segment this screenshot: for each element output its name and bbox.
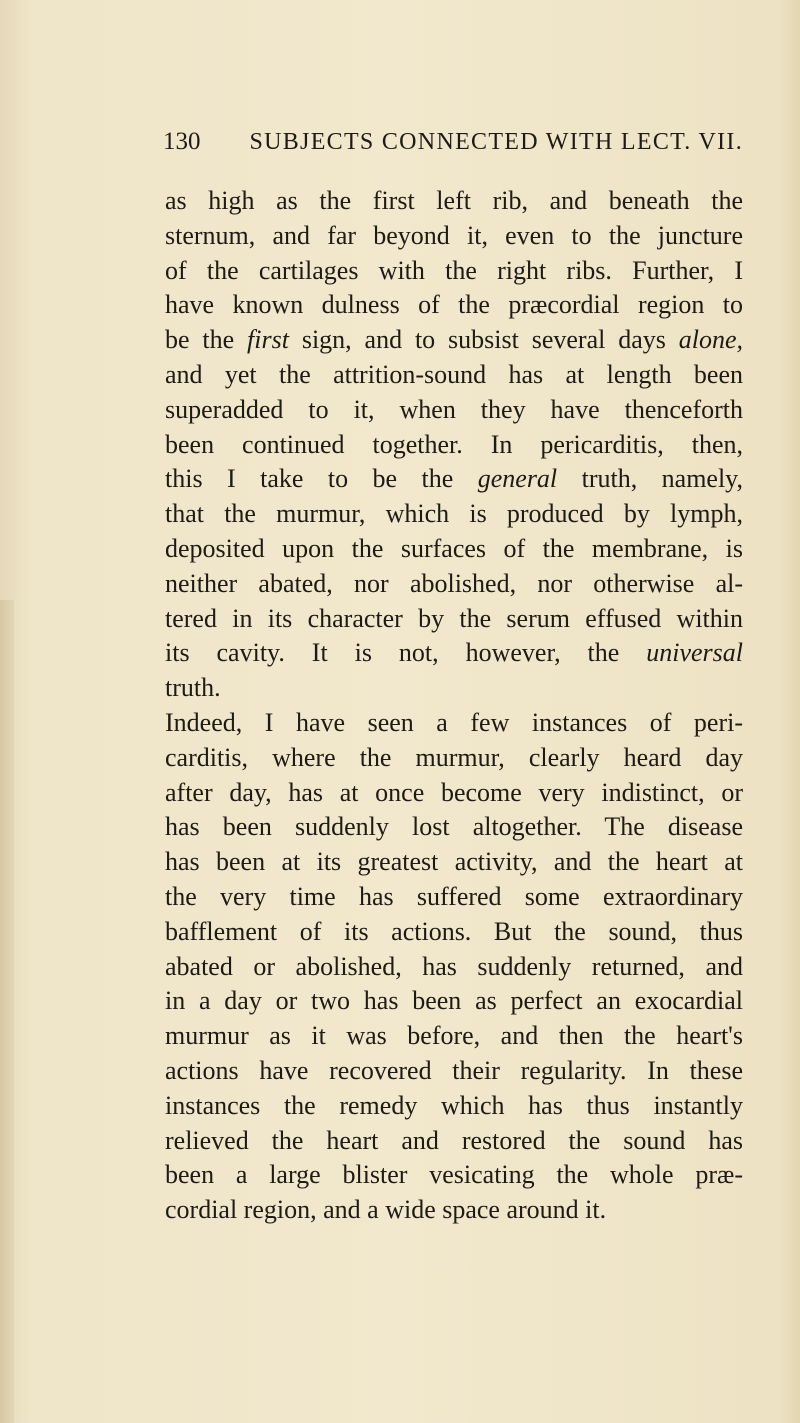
italic-run: general [477, 464, 558, 494]
page-number: 130 [163, 128, 201, 155]
text-run: neither abated, nor abolished, nor otherwise al- [165, 568, 743, 598]
text-line [165, 950, 743, 985]
text-run: actions have recovered their regularity. In these [165, 1055, 743, 1085]
text-run: be the [165, 325, 248, 355]
text-run: bafflement of its actions. But the sound, thus [165, 916, 743, 946]
text-run: abated or abolished, has suddenly returned, and [165, 951, 743, 981]
text-run: carditis, where the murmur, clearly heard day [165, 742, 743, 772]
text-run: the very time has suffered some extraordinary [165, 881, 743, 911]
text-line [165, 741, 743, 776]
text-line [165, 810, 743, 845]
text-line [165, 184, 743, 219]
text-line [165, 984, 743, 1019]
text-run: this I take to be the [165, 464, 478, 494]
text-run: after day, has at once become very indistinct, or [165, 777, 743, 807]
text-line [165, 880, 743, 915]
italic-run: universal [646, 638, 743, 668]
text-run: murmur as it was before, and then the heart's [165, 1021, 743, 1051]
text-run: sign, and to subsist several days [288, 325, 679, 355]
text-line [165, 706, 743, 741]
text-line [165, 462, 743, 497]
running-head-title: SUBJECTS CONNECTED WITH LECT. VII. [249, 129, 743, 155]
text-line [165, 1089, 743, 1124]
text-run: been continued together. In pericarditis, then, [165, 429, 743, 459]
text-run: its cavity. It is not, however, the [165, 638, 647, 668]
text-run: as high as the first left rib, and beneath the [165, 186, 743, 215]
text-line [165, 393, 743, 428]
text-line [165, 845, 743, 880]
text-line [165, 323, 743, 358]
page-gutter-shadow [0, 600, 14, 1423]
text-line [165, 1193, 743, 1228]
text-line [165, 358, 743, 393]
text-run: deposited upon the surfaces of the membrane, is [165, 533, 743, 563]
text-run: cordial region, and a wide space around it. [165, 1195, 607, 1225]
text-line [165, 1054, 743, 1089]
text-line [165, 532, 743, 567]
text-run: superadded to it, when they have thenceforth [165, 394, 743, 424]
text-line [165, 671, 743, 706]
text-run: has been at its greatest activity, and the heart at [165, 847, 743, 877]
text-line [165, 497, 743, 532]
text-line [165, 776, 743, 811]
text-run: truth. [165, 673, 221, 703]
text-run: Indeed, I have seen a few instances of peri- [165, 707, 743, 737]
text-line [165, 1019, 743, 1054]
text-run: tered in its character by the serum effused within [165, 603, 743, 633]
text-run: sternum, and far beyond it, even to the juncture [165, 220, 743, 250]
text-line [165, 602, 743, 637]
running-head [163, 128, 743, 164]
text-run: instances the remedy which has thus instantly [165, 1090, 743, 1120]
text-run: of the cartilages with the right ribs. Further, I [165, 255, 743, 285]
text-line [165, 254, 743, 289]
text-line [165, 288, 743, 323]
text-line [165, 1124, 743, 1159]
body-text [165, 184, 743, 1228]
text-run: relieved the heart and restored the sound has [165, 1125, 743, 1155]
text-line [165, 428, 743, 463]
text-run: and yet the attrition-sound has at length been [165, 359, 743, 389]
text-line [165, 567, 743, 602]
text-run: has been suddenly lost altogether. The disease [165, 812, 743, 842]
text-line [165, 915, 743, 950]
text-line [165, 1158, 743, 1193]
text-run: have known dulness of the præcordial region to [165, 290, 743, 320]
text-run: been a large blister vesicating the whole præ- [165, 1160, 743, 1190]
text-line [165, 636, 743, 671]
italic-run: first [247, 325, 289, 355]
text-run: that the murmur, which is produced by lymph, [165, 499, 743, 529]
italic-run: alone, [678, 325, 743, 355]
text-line [165, 219, 743, 254]
text-run: in a day or two has been as perfect an exocardial [165, 986, 743, 1016]
text-run: truth, namely, [557, 464, 743, 494]
